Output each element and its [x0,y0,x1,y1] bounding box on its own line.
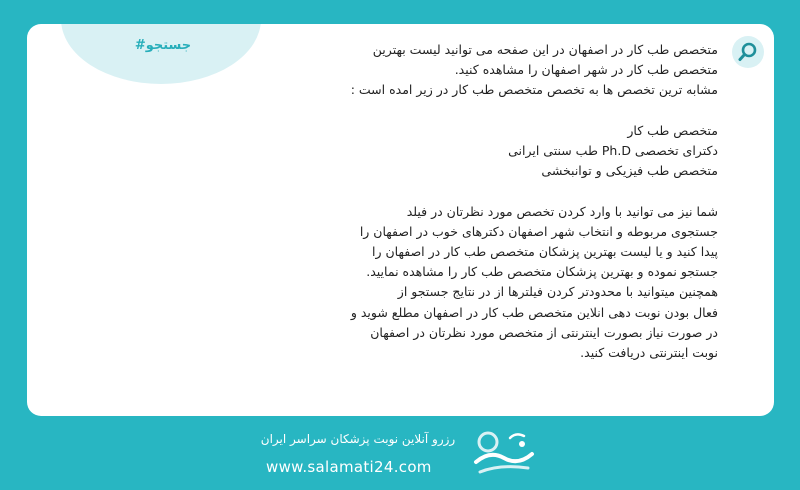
search-icon [737,41,759,63]
intro-line: متخصص طب کار در شهر اصفهان را مشاهده کنید. [454,62,718,78]
footer-url[interactable]: www.salamati24.com [266,458,432,476]
similar-specialty-item[interactable]: دکترای تخصصی Ph.D طب سنتی ایرانی [508,143,718,158]
similar-specialty-item[interactable]: متخصص طب کار [627,122,718,138]
intro-line: مشابه ترین تخصص ها به تخصص متخصص طب کار در زیر امده است : [350,82,718,98]
content-card [27,24,774,416]
footer-tagline: رزرو آنلاین نوبت پزشکان سراسر ایران [260,432,456,446]
detail-line: پیدا کنید و یا لیست بهترین پزشکان متخصص طب کار در اصفهان را [372,244,718,259]
article-text [288,40,718,363]
detail-line: فعال بودن نوبت دهی انلاین متخصص طب کار در اصفهان مطلع شوید و [350,304,718,320]
detail-line: در صورت نیاز بصورت اینترنتی از متخصص مورد نظرتان در اصفهان [370,324,718,340]
similar-specialty-item[interactable]: متخصص طب فیزیکی و توانبخشی [541,163,718,179]
tag-bubble [61,24,261,84]
intro-line: متخصص طب کار در اصفهان در این صفحه می توانید لیست بهترین [372,42,718,57]
detail-line: نوبت اینترنتی دریافت کنید. [580,345,718,361]
detail-line: شما نیز می توانید با وارد کردن تخصص مورد نظرتان در فیلد [406,203,718,219]
salamati-logo-icon [470,428,540,478]
search-tag[interactable]: #جستجو [134,38,192,53]
detail-line: جستجو نموده و بهترین پزشکان متخصص طب کار را مشاهده نمایید. [366,264,718,280]
detail-line: جستجوی مربوطه و انتخاب شهر اصفهان دکترهای خوب در اصفهان را [359,223,718,239]
search-button[interactable] [732,36,764,68]
detail-line: همچنین میتوانید با محدودتر کردن فیلترها از در نتایج جستجو از [397,284,718,300]
